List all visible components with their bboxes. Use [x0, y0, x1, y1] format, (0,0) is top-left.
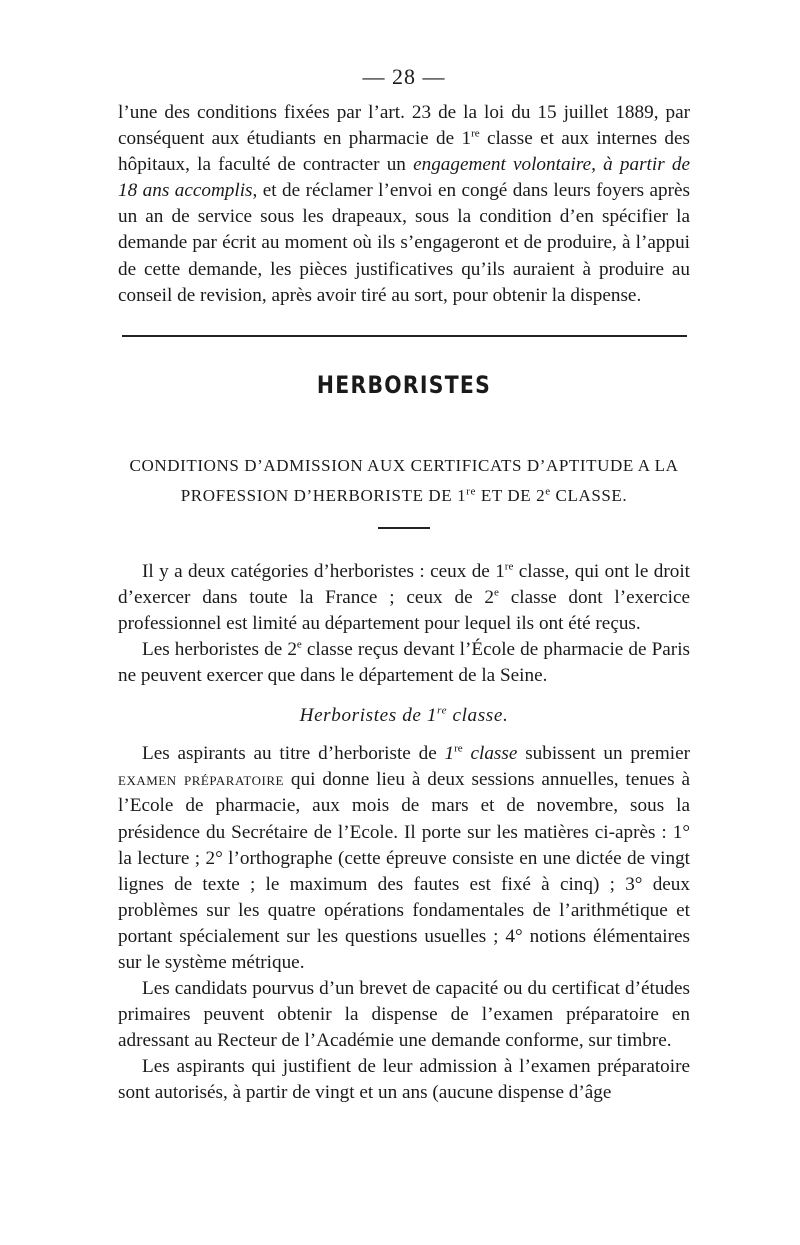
subheading-sup-1: re	[437, 704, 448, 717]
paris-text-1: Les herboristes de 2	[142, 639, 297, 661]
intro-paragraph	[118, 100, 690, 309]
aspirants-italic-2: classe	[462, 743, 518, 765]
aspirants-text-3: qui donne lieu à deux sessions annuelles, tenues à l’Ecole de pharmacie, aux mois de mars et de novembre, sous la présidence du Secrétaire de l’Ecole. Il porte sur les matières ci-après : 1° la lecture ; 2° l’orthographe (cette épreuve consiste en une dictée de vingt lignes de texte ; le maximum des fautes est fixé à cinq) ; 3° deux problèmes sur les quatre opérations fondamentales de l’arithmétique et portant spécialement sur les questions usuelles ; 4° notions élémentaires sur le système métrique.	[118, 769, 690, 973]
short-divider	[378, 527, 430, 529]
categories-text-1: Il y a deux catégories d’herboristes : ceux de 1	[142, 560, 505, 582]
paragraph-paris	[118, 637, 690, 689]
paragraph-admission: Les aspirants qui justifient de leur admission à l’examen préparatoire sont autorisés, à partir de vingt et un ans (aucune dispense d’âge	[118, 1056, 690, 1104]
subheading-first-class	[118, 703, 690, 729]
section-title: HERBORISTES	[316, 370, 492, 399]
categories-text-2: classe, qui ont le droit d’exercer dans toute la France ; ceux de 2	[118, 560, 691, 608]
conditions-line-2a: PROFESSION D’HERBORISTE DE 1	[180, 485, 467, 505]
aspirants-sup-1: re	[454, 742, 463, 755]
paragraph-candidats: Les candidats pourvus d’un brevet de capacité ou du certificat d’études primaires peuvent obtenir la dispense de l’examen préparatoire en adressant au Recteur de l’Académie une demande conforme, sur timbre.	[118, 978, 690, 1052]
body-block	[118, 559, 690, 1107]
section-divider	[122, 335, 687, 337]
aspirants-italic-1: 1	[444, 743, 455, 765]
conditions-line-2b: ET DE 2	[476, 485, 546, 505]
conditions-line-1: CONDITIONS D’ADMISSION AUX CERTIFICATS D’APTITUDE A LA	[129, 455, 679, 475]
intro-text-2: classe et aux internes des hôpitaux, la faculté de contracter un	[118, 128, 690, 176]
conditions-sup-a: re	[466, 485, 476, 498]
paris-sup-1: e	[296, 638, 302, 651]
aspirants-text-2: subissent un premier	[517, 743, 690, 765]
aspirants-smallcaps: examen préparatoire	[118, 769, 284, 791]
paris-text-2: classe reçus devant l’École de pharmacie de Paris ne peuvent exercer que dans le département de la Seine.	[118, 639, 690, 687]
conditions-heading	[118, 451, 690, 511]
conditions-line-2	[118, 481, 690, 511]
intro-text-1: l’une des conditions fixées par l’art. 23 de la loi du 15 juillet 1889, par conséquent aux étudiants en pharmacie de 1	[118, 102, 690, 150]
subheading-text-1: Herboristes de 1	[299, 705, 438, 727]
intro-text-3: , et de réclamer l’envoi en congé dans leurs foyers après un an de service sous les drapeaux, sous la condition d’en spécifier la demande par écrit au moment où ils s’engageront et de produire, à l’appui de cette demande, les pièces justificatives qu’ils auraient à produire au conseil de revision, après avoir tiré au sort, pour obtenir la dispense.	[118, 180, 690, 306]
conditions-sup-b: e	[545, 485, 551, 498]
subheading-text-2: classe.	[447, 705, 509, 727]
intro-italic-1: engagement volontaire, à partir de 18 ans accomplis	[118, 154, 690, 202]
categories-sup-2: e	[494, 586, 499, 599]
page-number: — 28 —	[362, 64, 446, 89]
conditions-line-2c: CLASSE.	[550, 485, 628, 505]
paragraph-categories	[118, 559, 690, 637]
paragraph-aspirants	[118, 741, 690, 976]
categories-sup-1: re	[504, 560, 514, 573]
intro-sup-1: re	[471, 127, 480, 140]
categories-text-3: classe dont l’exercice professionnel est limité au département pour lequel ils ont été reçus.	[118, 586, 690, 634]
aspirants-text-1: Les aspirants au titre d’herboriste de	[142, 743, 445, 765]
document-page	[118, 62, 690, 1107]
